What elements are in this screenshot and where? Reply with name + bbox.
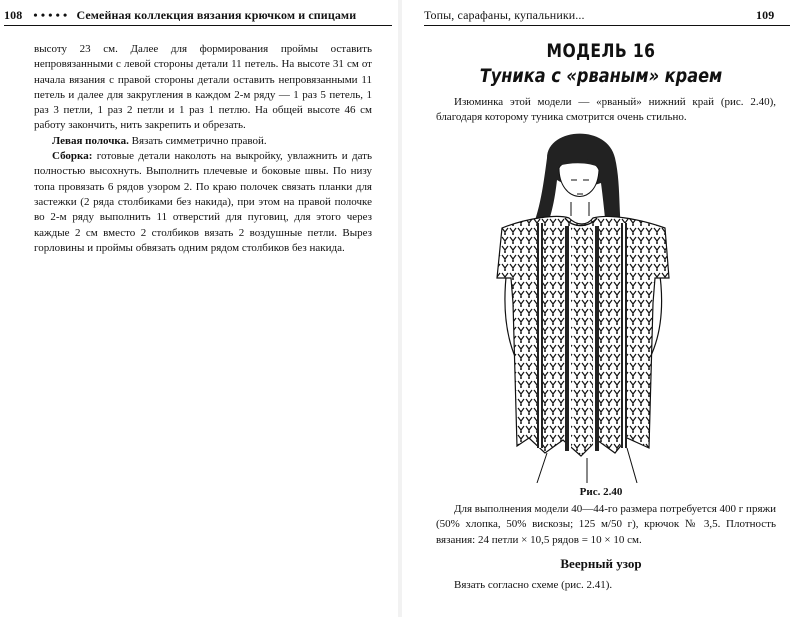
label-assembly: Сборка: (52, 150, 93, 163)
paragraph-continuation: высоту 23 см. Далее для формирования проймы оставить непровязанными с левой стороны детали 11 петель. На высоте 31 см от начала вязания с правой стороны детали оставить непровязанными 11 петель и далее для закругления в каждом 2-м ряду — 1 раз 5 петель, 1 раз 3 петли, 1 раз 2 петли и 1 раз 1 петлю. На общей высоте 46 см работу закончить, нить закрепить и обрезать. (34, 43, 372, 132)
right-running-title: Топы, сарафаны, купальники... (424, 8, 585, 22)
left-running-title: Семейная коллекция вязания крючком и спицами (76, 8, 357, 22)
instruction-line: Вязать согласно схеме (рис. 2.41). (454, 579, 613, 591)
tunic-drawing (477, 128, 687, 483)
instruction-text (436, 578, 776, 593)
intro-paragraph: Изюминка этой модели — «рваный» нижний край (рис. 2.40), благодаря которому туника смотрится очень стильно. (436, 96, 776, 124)
left-body-text (34, 42, 372, 256)
materials-text (436, 502, 776, 548)
header-rule (4, 25, 392, 26)
right-page-number: 109 (756, 8, 775, 22)
text-assembly: готовые детали наколоть на выкройку, увлажнить и дать полностью высохнуть. Выполнить плечевые и боковые швы. По низу топа провязать 6 рядов узором 2. По краю полочек связать планки для застежки (2 ряда столбиками без накида), при этом на правой полочке во 2-м ряду выполнить 11 отверстий для пуговиц, для этого через каждые 2 см вместо 2 столбиков вязать 2 воздушные петли. Вырез горловины и проймы обвязать одним рядом столбиков без накида. (34, 150, 372, 254)
paragraph-left-front (34, 134, 372, 149)
intro-text (436, 95, 776, 126)
header-rule (424, 25, 790, 26)
tunic-illustration (477, 128, 687, 483)
materials-paragraph: Для выполнения модели 40—44-го размера потребуется 400 г пряжи (50% хлопка, 50% вискозы; 125 м/50 г), крючок № 3,5. Плотность вязания: 24 петли × 10,5 рядов = 10 × 10 см. (436, 503, 776, 546)
text-left-front: Вязать симметрично правой. (128, 134, 267, 147)
figure-caption: Рис. 2.40 (579, 486, 623, 498)
left-page (0, 0, 398, 617)
label-left-front: Левая полочка. (52, 134, 129, 147)
left-running-head (4, 8, 356, 23)
paragraph-assembly (34, 149, 372, 256)
subheading-fan-pattern: Веерный узор (560, 556, 642, 571)
left-page-number: 108 (4, 8, 23, 22)
right-page (402, 0, 800, 617)
header-dots: • • • • • (33, 8, 68, 22)
model-number-heading: МОДЕЛЬ 16 (546, 40, 656, 62)
model-title-heading: Туника с «рваным» краем (479, 65, 723, 87)
